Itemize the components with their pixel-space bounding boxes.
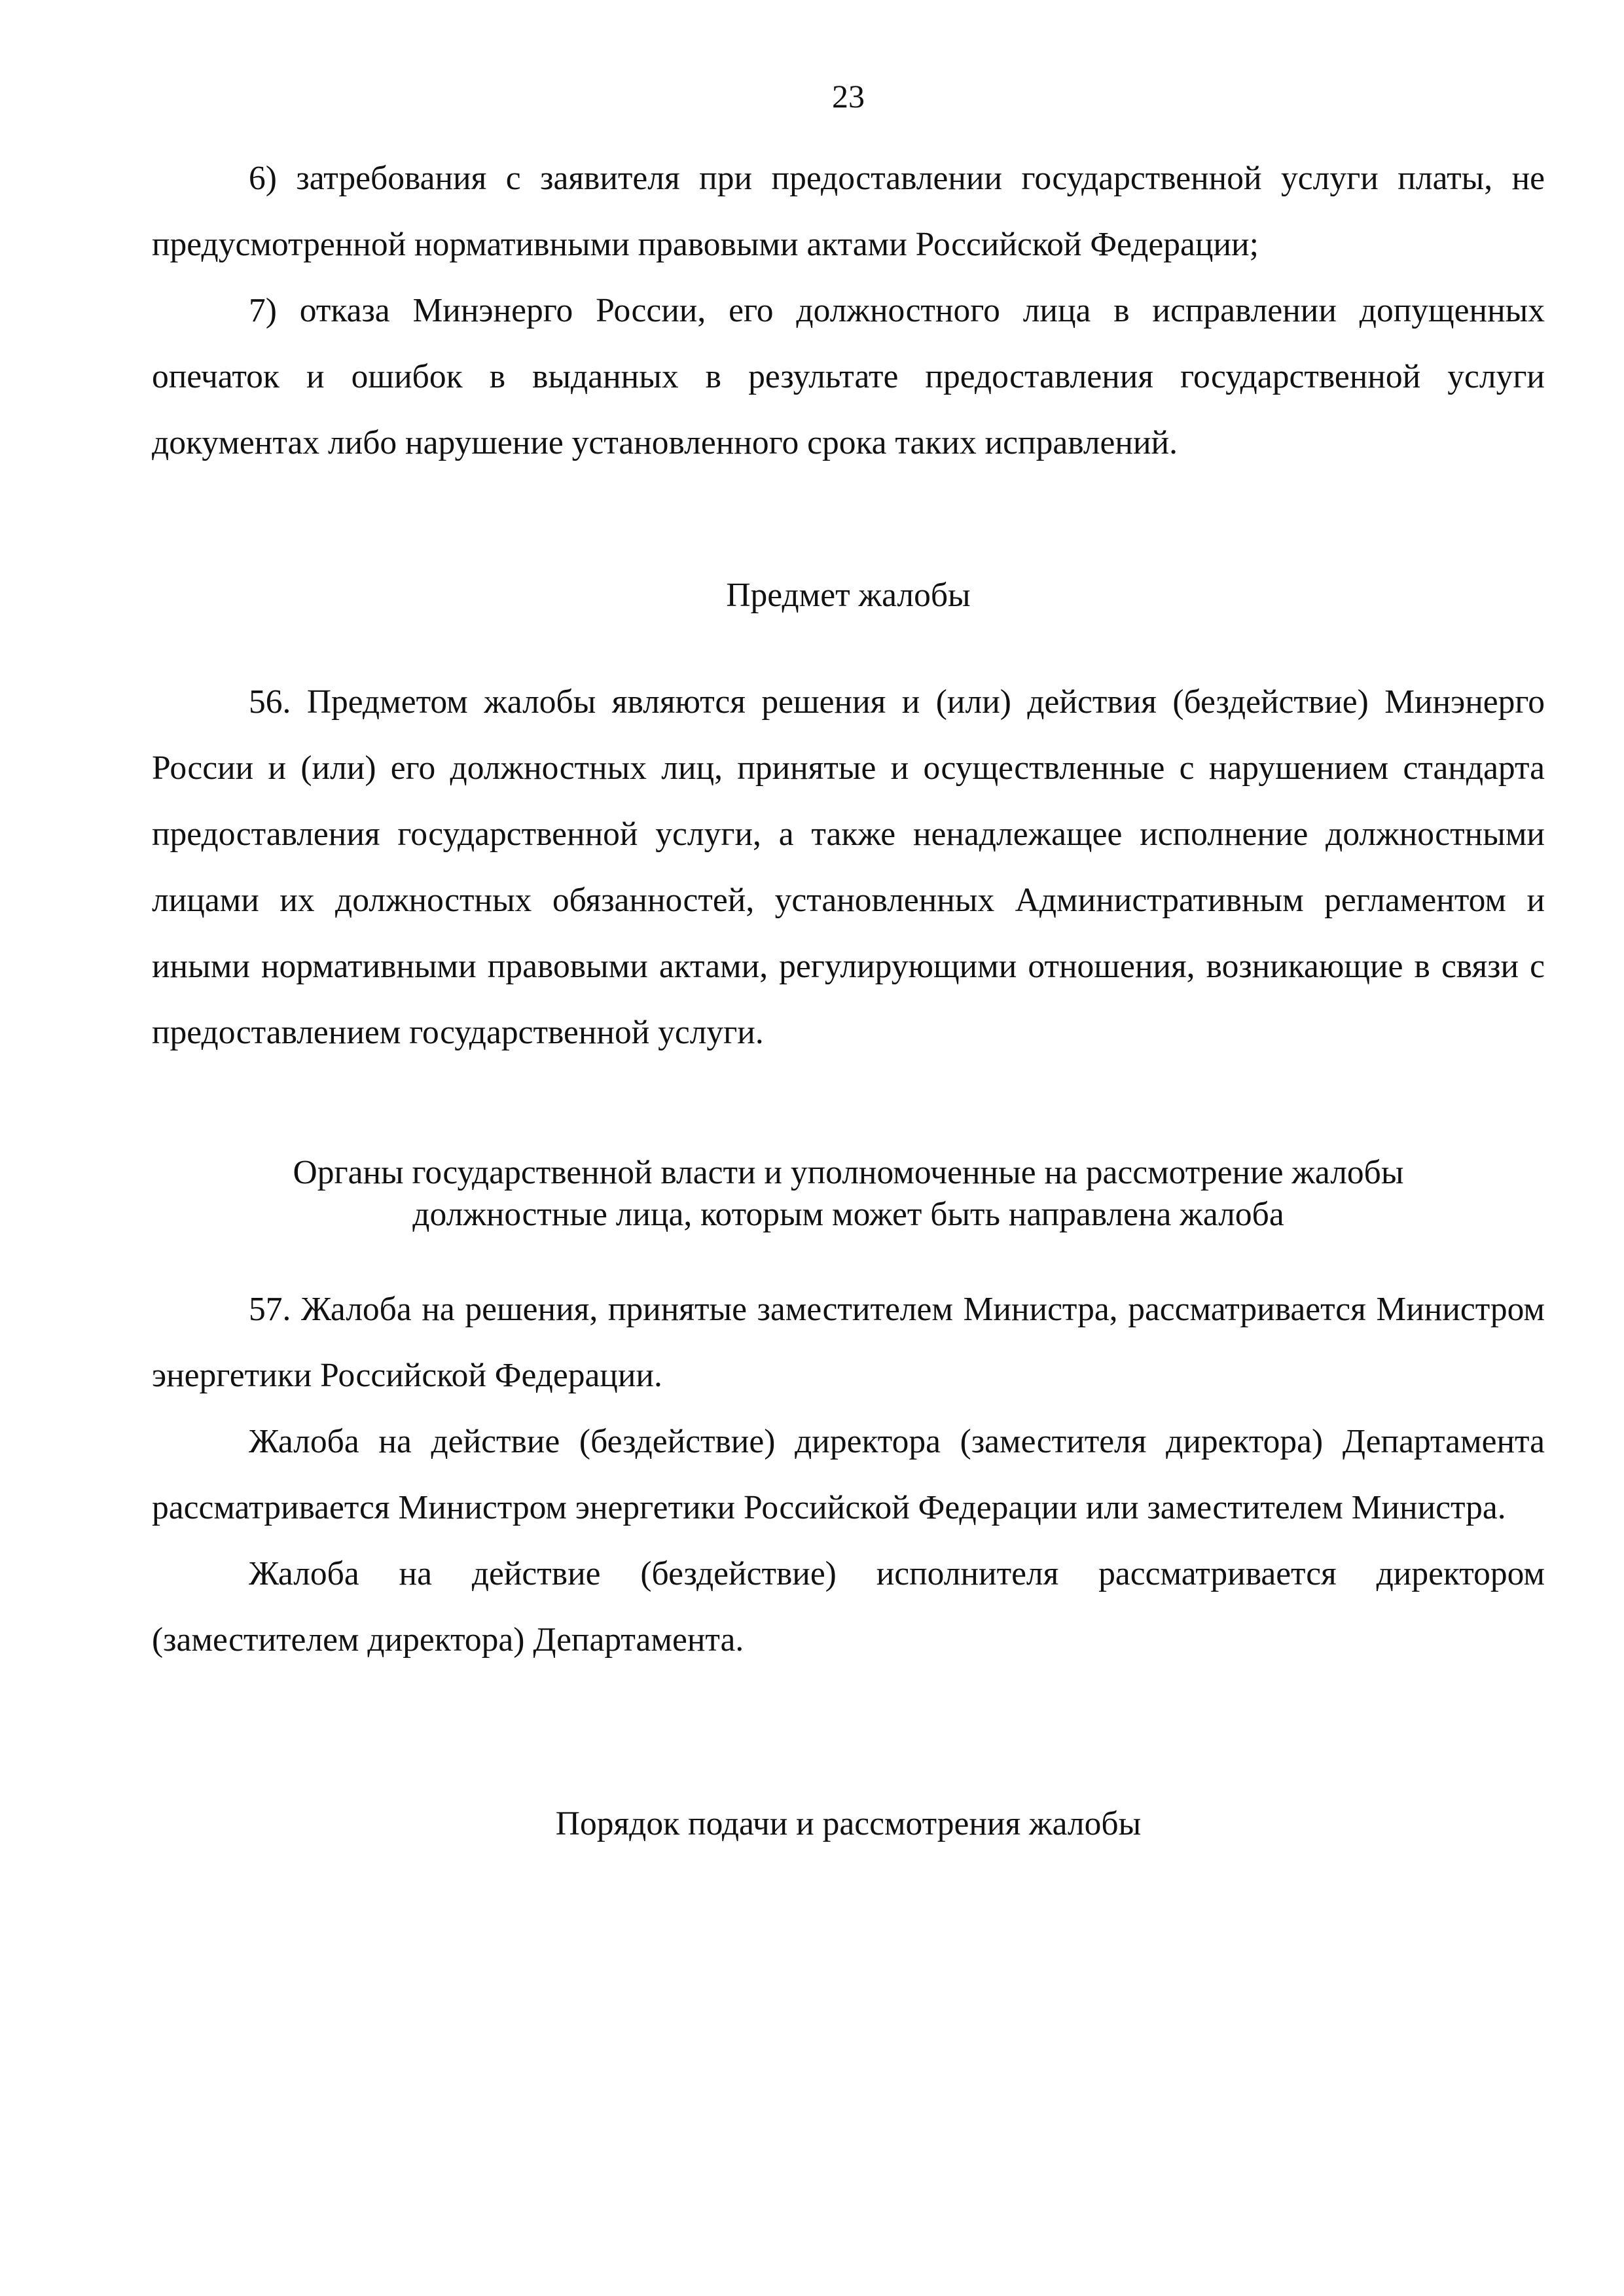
section-heading-authorities-line1: Органы государственной власти и уполномоченные на рассмотрение жалобы: [293, 1154, 1404, 1191]
paragraph-56: 56. Предметом жалобы являются решения и (или) действия (бездействие) Минэнерго России и (или) его должностных лиц, принятые и осуществленные с нарушением стандарта предоставления государственной услуги, а также ненадлежащее исполнение должностными лицами их должностных обязанностей, установленных Административным регламентом и иными нормативными правовыми актами, регулирующими отношения, возникающие в связи с предоставлением государственной услуги.: [152, 683, 1545, 1051]
paragraph-57-director: Жалоба на действие (бездействие) директора (заместителя директора) Департамента рассматривается Министром энергетики Российской Федерации или заместителем Министра.: [152, 1423, 1545, 1526]
page-content: [152, 73, 1545, 1857]
list-item-6: 6) затребования с заявителя при предоставлении государственной услуги платы, не предусмотренной нормативными правовыми актами Российской Федерации;: [152, 160, 1545, 263]
section-heading-authorities-line2: должностные лица, которым может быть направлена жалоба: [412, 1196, 1284, 1233]
spacer: [152, 1236, 1545, 1276]
list-item-7: 7) отказа Минэнерго России, его должностного лица в исправлении допущенных опечаток и ошибок в выданных в результате предоставления государственной услуги документах либо нарушение установленного срока таких исправлений.: [152, 292, 1545, 461]
section-heading-procedure: Порядок подачи и рассмотрения жалобы: [555, 1805, 1142, 1842]
spacer: [152, 1066, 1545, 1152]
section-heading-subject: Предмет жалобы: [726, 577, 971, 614]
spacer: [152, 628, 1545, 669]
spacer: [152, 1673, 1545, 1791]
page-number: 23: [832, 78, 865, 115]
paragraph-57: 57. Жалоба на решения, принятые заместителем Министра, рассматривается Министром энергетики Российской Федерации.: [152, 1291, 1545, 1394]
spacer: [152, 476, 1545, 562]
paragraph-57-executor: Жалоба на действие (бездействие) исполнителя рассматривается директором (заместителем директора) Департамента.: [152, 1555, 1545, 1659]
